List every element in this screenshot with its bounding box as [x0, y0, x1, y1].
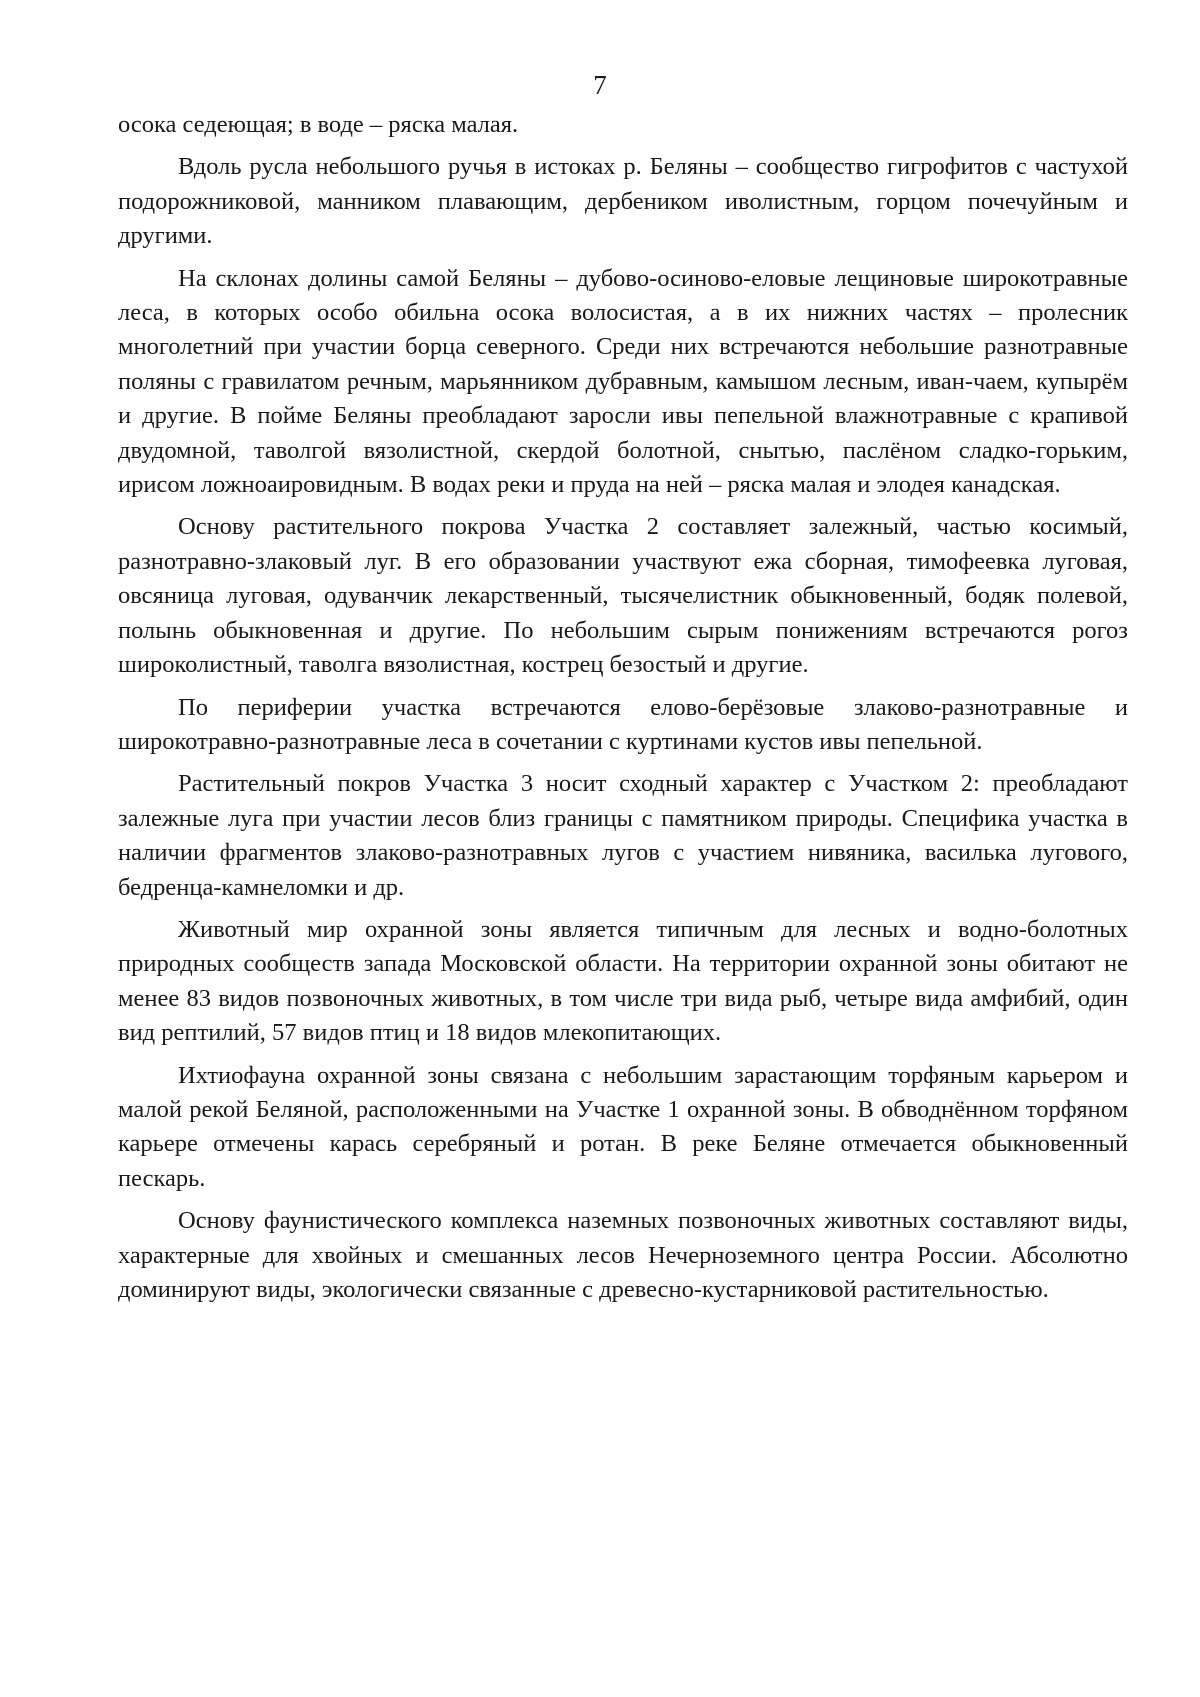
- body-text: [118, 108, 1128, 1315]
- paragraph-area-periphery: По периферии участка встречаются елово-берёзовые злаково-разнотравные и широкотравно-разнотравные леса в сочетании с куртинами кустов ивы пепельной.: [118, 693, 1128, 755]
- paragraph-fauna: Животный мир охранной зоны является типичным для лесных и водно-болотных природных сообществ запада Московской области. На территории охранной зоны обитают не менее 83 видов позвоночных животных, в том числе три вида рыб, четыре вида амфибий, один вид рептилий, 57 видов птиц и 18 видов млекопитающих.: [118, 915, 1128, 1047]
- paragraph-valley-slopes: На склонах долины самой Беляны – дубово-осиново-еловые лещиновые широкотравные леса, в которых особо обильна осока волосистая, а в их нижних частях – пролесник многолетний при участии борца северного. Среди них встречаются небольшие разнотравные поляны с гравилатом речным, марьянником дубравным, камышом лесным, иван-чаем, купырём и другие. В пойме Беляны преобладают заросли ивы пепельной влажнотравные с крапивой двудомной, таволгой вязолистной, скердой болотной, снытью, паслёном сладко-горьким, ирисом ложноаировидным. В водах реки и пруда на ней – ряска малая и элодея канадская.: [118, 264, 1128, 499]
- paragraph-faunal-complex: Основу фаунистического комплекса наземных позвоночных животных составляют виды, характерные для хвойных и смешанных лесов Нечерноземного центра России. Абсолютно доминируют виды, экологически связанные с древесно-кустарниковой растительностью.: [118, 1207, 1128, 1303]
- paragraph-stream-community: Вдоль русла небольшого ручья в истоках р. Беляны – сообщество гигрофитов с частухой подорожниковой, манником плавающим, дербеником иволистным, горцом почечуйным и другими.: [118, 153, 1128, 250]
- paragraph-ichthyofauna: Ихтиофауна охранной зоны связана с небольшим зарастающим торфяным карьером и малой рекой Беляной, расположенными на Участке 1 охранной зоны. В обводнённом торфяном карьере отмечены карась серебряный и ротан. В реке Беляне отмечается обыкновенный пескарь.: [118, 1061, 1128, 1192]
- paragraph-area-3-vegetation: Растительный покров Участка 3 носит сходный характер с Участком 2: преобладают залежные луга при участии лесов близ границы с памятником природы. Специфика участка в наличии фрагментов злаково-разнотравных лугов с участием нивяника, василька лугового, бедренца-камнеломки и др.: [118, 770, 1128, 901]
- paragraph-area-2-vegetation: Основу растительного покрова Участка 2 составляет залежный, частью косимый, разнотравно-злаковый луг. В его образовании участвуют ежа сборная, тимофеевка луговая, овсяница луговая, одуванчик лекарственный, тысячелистник обыкновенный, бодяк полевой, полынь обыкновенная и другие. По небольшим сырым понижениям встречаются рогоз широколистный, таволга вязолистная, кострец безостый и другие.: [118, 513, 1128, 679]
- paragraph-continuation: осока седеющая; в воде – ряска малая.: [118, 111, 519, 138]
- page-number: 7: [593, 70, 607, 100]
